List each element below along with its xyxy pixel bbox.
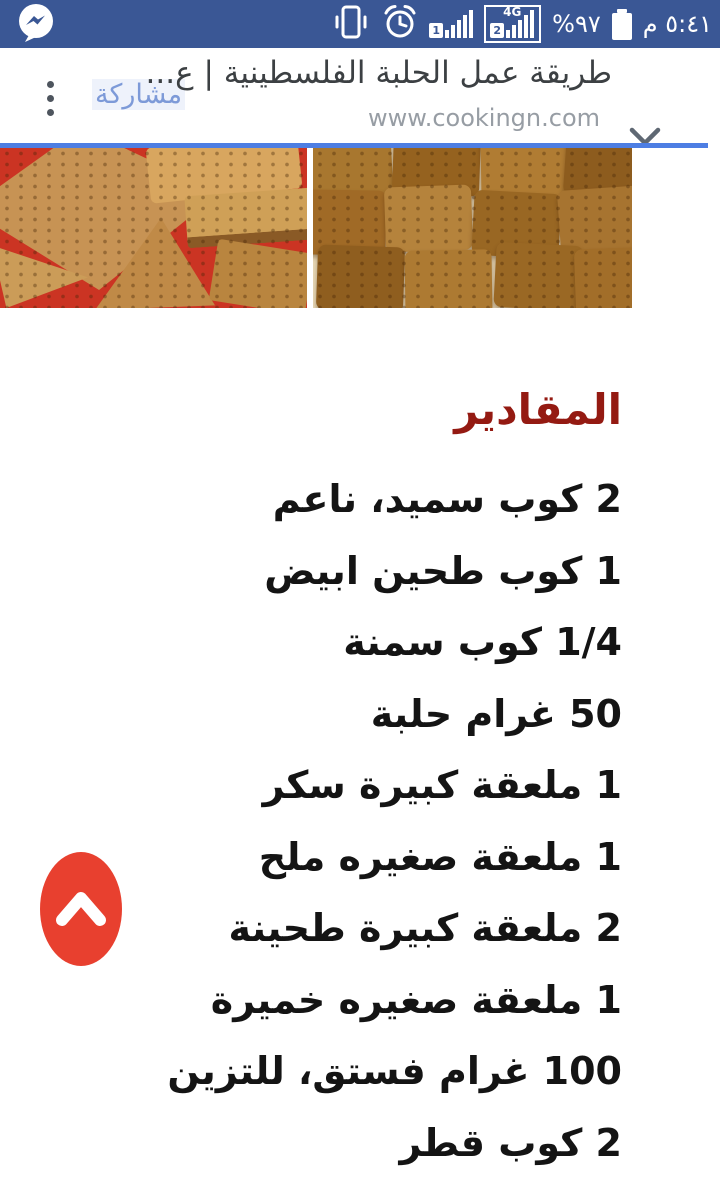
food-photo-left [0, 148, 307, 308]
battery-icon [612, 13, 632, 40]
food-photo-right [313, 148, 632, 308]
ingredient-line: 1/4 كوب سمنة [343, 620, 622, 664]
share-button[interactable]: مشاركة [92, 79, 185, 110]
status-bar [0, 0, 720, 48]
network-type-label: 4G [503, 5, 522, 19]
ingredient-line: 1 ملعقة صغيره ملح [258, 834, 622, 879]
page-url: www.cookingn.com [368, 104, 600, 132]
scroll-to-top-button[interactable] [40, 852, 122, 966]
sim1-badge: 1 [429, 23, 443, 38]
ingredient-line: 1 ملعقة كبيرة سكر [262, 763, 622, 807]
ingredient-line: 50 غرام حلبة [370, 691, 622, 736]
ingredient-line: 2 كوب قطر [399, 1120, 622, 1165]
ingredient-line: 1 كوب طحين ابيض [264, 548, 622, 593]
ingredient-line: 2 ملعقة كبيرة طحينة [228, 906, 622, 950]
ingredients-heading: المقادير [454, 385, 622, 434]
alarm-clock-icon [382, 4, 418, 44]
sim2-signal-icon [484, 5, 541, 43]
chevron-up-icon [54, 887, 108, 932]
ingredients-list [0, 464, 720, 1179]
messenger-icon [16, 1, 56, 47]
page-title: طريقة عمل الحلبة الفلسطينية | ع... [145, 55, 612, 91]
kebab-menu-icon[interactable] [47, 81, 54, 116]
sim1-signal-icon [429, 10, 473, 38]
vibrate-icon [331, 4, 371, 44]
ingredient-line: 2 كوب سميد، ناعم [272, 477, 622, 521]
status-clock: ٥:٤١ م [642, 10, 712, 38]
ingredient-line: 100 غرام فستق، للتزين [167, 1049, 622, 1093]
battery-percent: ٩٧% [552, 10, 601, 38]
ingredient-line: 1 ملعقة صغيره خميرة [210, 977, 622, 1022]
sim2-badge: 2 [490, 23, 504, 38]
browser-header [0, 48, 720, 143]
recipe-photos [0, 148, 720, 308]
